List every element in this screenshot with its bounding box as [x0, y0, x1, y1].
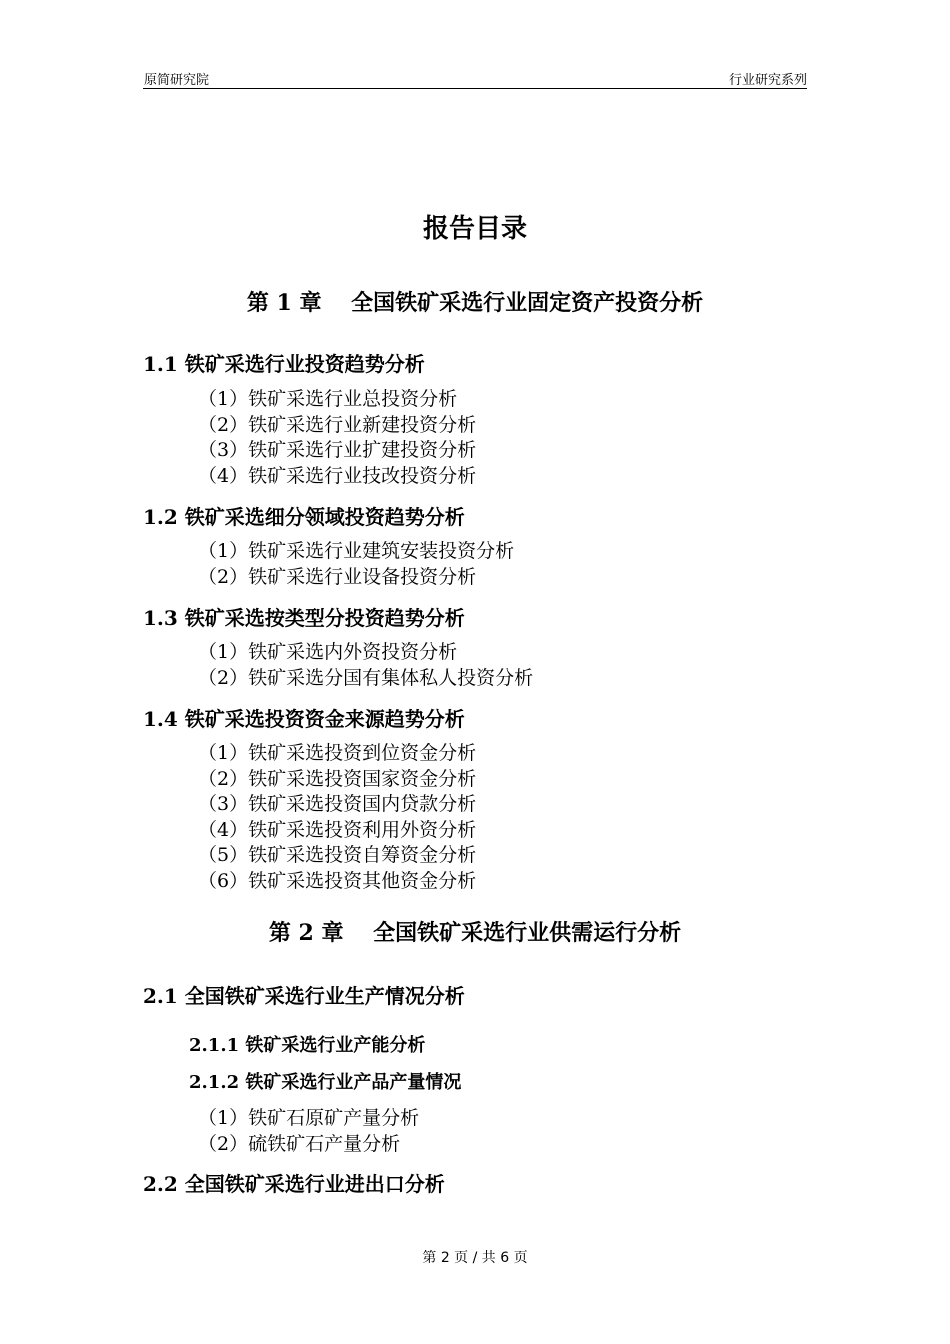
toc-items-2-1-2 [198, 1106, 419, 1157]
toc-items-1-1 [198, 387, 476, 489]
toc-section-1-3: 1.3 铁矿采选按类型分投资趋势分析 [143, 606, 465, 630]
toc-item: （5）铁矿采选投资自筹资金分析 [198, 844, 477, 866]
toc-section-2-2: 2.2 全国铁矿采选行业进出口分析 [143, 1172, 445, 1196]
toc-item: （1）铁矿采选内外资投资分析 [198, 641, 458, 663]
toc-item: （1）铁矿石原矿产量分析 [198, 1107, 420, 1129]
toc-items-1-2 [198, 539, 514, 590]
toc-chapter-2: 第 2 章 全国铁矿采选行业供需运行分析 [268, 920, 682, 946]
toc-subsection-2-1-1: 2.1.1 铁矿采选行业产能分析 [189, 1035, 426, 1056]
toc-items-1-3 [198, 640, 533, 691]
toc-section-1-1: 1.1 铁矿采选行业投资趋势分析 [143, 352, 425, 376]
toc-item: （2）铁矿采选投资国家资金分析 [198, 767, 477, 790]
toc-item: （2）硫铁矿石产量分析 [198, 1132, 401, 1155]
toc-item: （4）铁矿采选投资利用外资分析 [198, 818, 477, 841]
toc-item: （6）铁矿采选投资其他资金分析 [198, 869, 477, 892]
toc-items-1-4 [198, 741, 476, 894]
toc-section-1-2: 1.2 铁矿采选细分领域投资趋势分析 [143, 505, 465, 529]
header-org-name: 原简研究院 [144, 73, 210, 88]
toc-item: （2）铁矿采选行业新建投资分析 [198, 413, 477, 436]
toc-item: （1）铁矿采选行业建筑安装投资分析 [198, 540, 515, 562]
header-series-name: 行业研究系列 [728, 73, 807, 88]
toc-item: （3）铁矿采选行业扩建投资分析 [198, 439, 477, 461]
toc-item: （3）铁矿采选投资国内贷款分析 [198, 793, 477, 815]
page-footer: 第 2 页 / 共 6 页 [422, 1250, 528, 1266]
toc-item: （4）铁矿采选行业技改投资分析 [198, 464, 477, 487]
toc-chapter-1: 第 1 章 全国铁矿采选行业固定资产投资分析 [246, 290, 704, 316]
report-toc-title: 报告目录 [422, 214, 527, 244]
toc-item: （2）铁矿采选分国有集体私人投资分析 [198, 666, 534, 689]
toc-section-1-4: 1.4 铁矿采选投资资金来源趋势分析 [143, 707, 465, 731]
toc-item: （2）铁矿采选行业设备投资分析 [198, 565, 477, 588]
toc-item: （1）铁矿采选投资到位资金分析 [198, 742, 477, 764]
toc-section-2-1: 2.1 全国铁矿采选行业生产情况分析 [143, 984, 465, 1008]
page-header [143, 68, 807, 89]
toc-subsection-2-1-2: 2.1.2 铁矿采选行业产品产量情况 [189, 1072, 462, 1093]
toc-item: （1）铁矿采选行业总投资分析 [198, 388, 458, 410]
